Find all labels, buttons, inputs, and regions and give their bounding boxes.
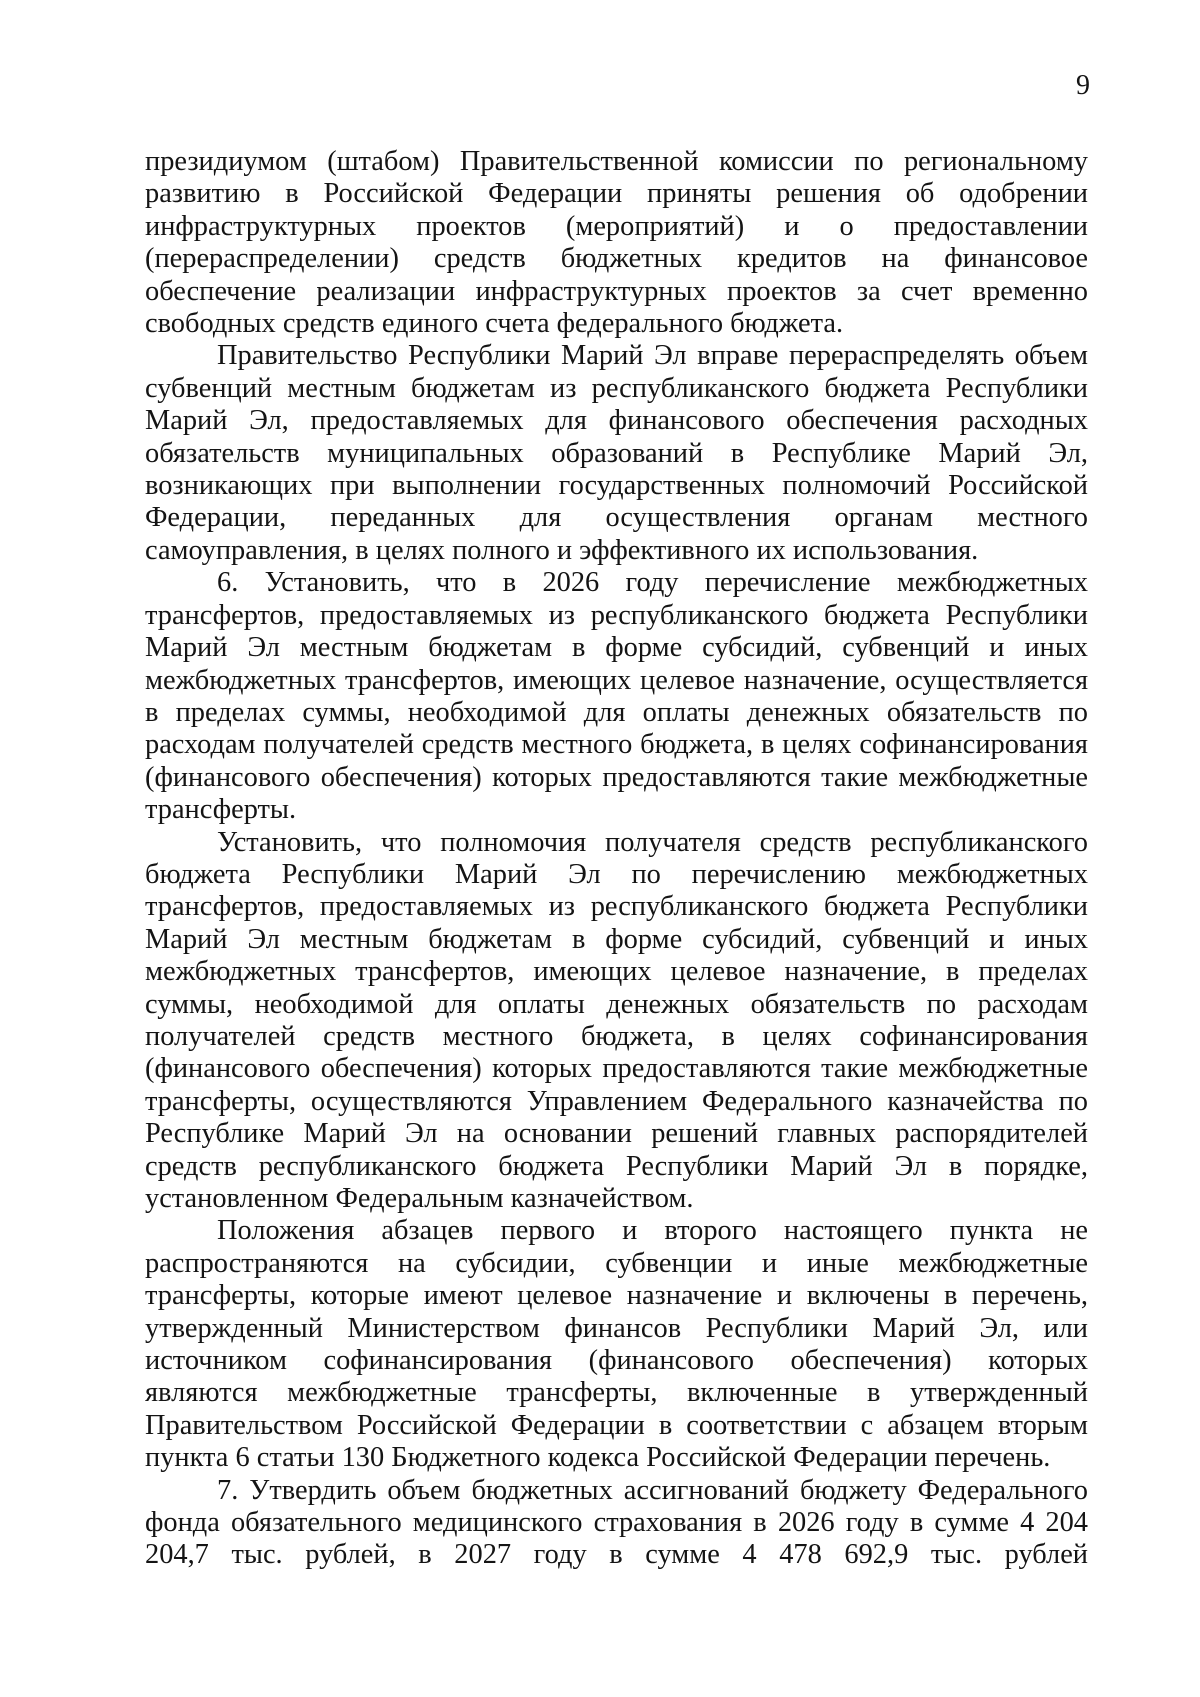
paragraph-treasury-powers: Установить, что полномочия получателя средств республиканского бюджета Республики Марий Эл по перечислению межбюджетных трансфертов, предоставляемых из республиканского бюджета Республики Марий Эл местным бюджетам в форме субсидий, субвенций и иных межбюджетных трансфертов, имеющих целевое назначение, в пределах суммы, необходимой для оплаты денежных обязательств по расходам получателей средств местного бюджета, в целях софинансирования (финансового обеспечения) которых предоставляются такие межбюджетные трансферты, осуществляются Управлением Федерального казначейства по Республике Марий Эл на основании решений главных распорядителей средств республиканского бюджета Республики Марий Эл в порядке, установленном Федеральным казначейством. — [145, 826, 1088, 1214]
document-body — [145, 146, 1088, 1572]
paragraph-exceptions: Положения абзацев первого и второго настоящего пункта не распространяются на субсидии, субвенции и иные межбюджетные трансферты, которые имеют целевое назначение и включены в перечень, утвержденный Министерством финансов Республики Марий Эл, или источником софинансирования (финансового обеспечения) которых являются межбюджетные трансферты, включенные в утвержденный Правительством Российской Федерации в соответствии с абзацем вторым пункта 6 статьи 130 Бюджетного кодекса Российской Федерации перечень. — [145, 1215, 1088, 1474]
page-number: 9 — [1076, 70, 1090, 101]
paragraph-item-7: 7. Утвердить объем бюджетных ассигнований бюджету Федерального фонда обязательного медицинского страхования в 2026 году в сумме 4 204 204,7 тыс. рублей, в 2027 году в сумме 4 478 692,9 тыс. рублей — [145, 1474, 1088, 1571]
paragraph-item-6: 6. Установить, что в 2026 году перечисление межбюджетных трансфертов, предоставляемых из республиканского бюджета Республики Марий Эл местным бюджетам в форме субсидий, субвенций и иных межбюджетных трансфертов, имеющих целевое назначение, осуществляется в пределах суммы, необходимой для оплаты денежных обязательств по расходам получателей средств местного бюджета, в целях софинансирования (финансового обеспечения) которых предоставляются такие межбюджетные трансферты. — [145, 567, 1088, 826]
paragraph-presidium-decisions: президиумом (штабом) Правительственной комиссии по региональному развитию в Российской Федерации приняты решения об одобрении инфраструктурных проектов (мероприятий) и о предоставлении (перераспределении) средств бюджетных кредитов на финансовое обеспечение реализации инфраструктурных проектов за счет временно свободных средств единого счета федерального бюджета. — [145, 146, 1088, 340]
paragraph-subvention-redistribution: Правительство Республики Марий Эл вправе перераспределять объем субвенций местным бюджетам из республиканского бюджета Республики Марий Эл, предоставляемых для финансового обеспечения расходных обязательств муниципальных образований в Республике Марий Эл, возникающих при выполнении государственных полномочий Российской Федерации, переданных для осуществления органам местного самоуправления, в целях полного и эффективного их использования. — [145, 340, 1088, 566]
